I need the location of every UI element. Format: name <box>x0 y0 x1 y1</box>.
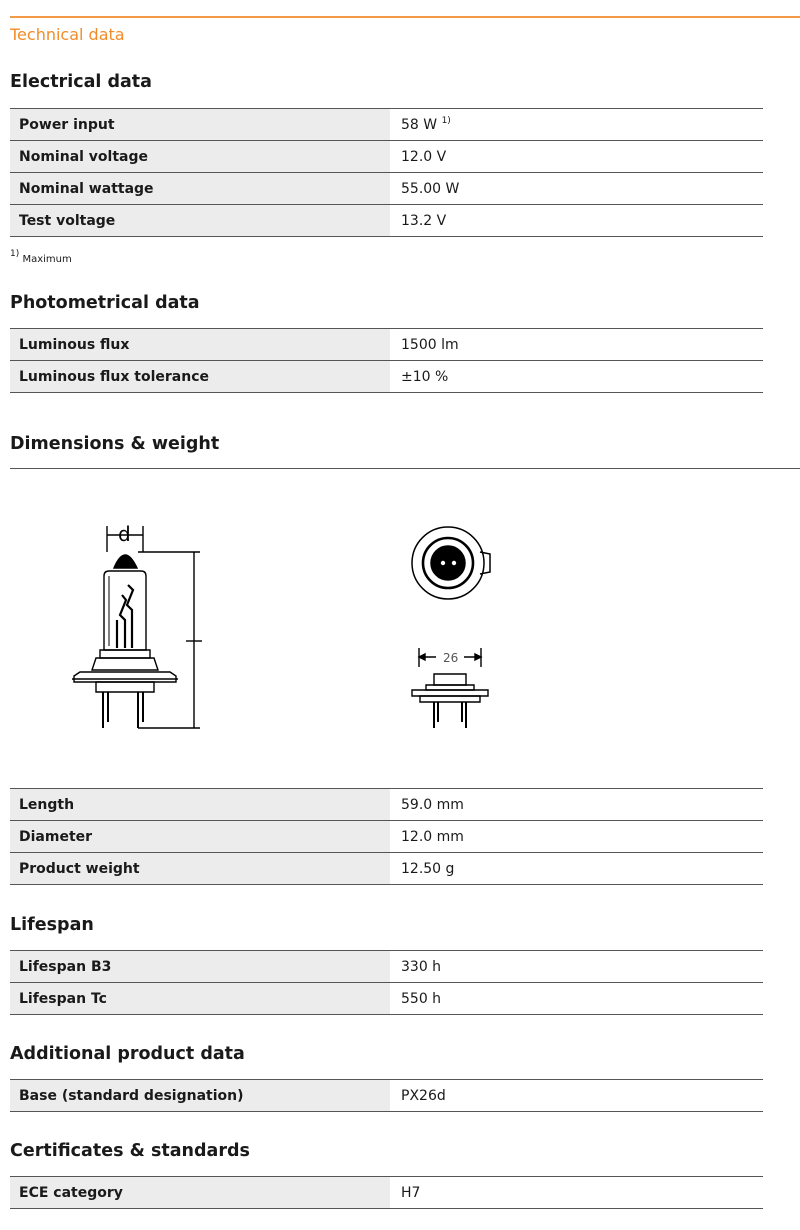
row-value: 13.2 V <box>390 205 763 237</box>
technical-data-label: Technical data <box>10 25 125 44</box>
lifespan-table <box>10 950 763 1015</box>
footnote-mark: 1) <box>10 249 20 259</box>
bulb-base-top-view <box>412 527 490 599</box>
table-row <box>10 789 763 821</box>
dimensions-weight-heading: Dimensions & weight <box>10 434 220 454</box>
row-key: Lifespan B3 <box>10 951 390 983</box>
electrical-data-heading: Electrical data <box>10 72 152 92</box>
row-value: 12.0 mm <box>390 821 763 853</box>
row-key: Length <box>10 789 390 821</box>
table-row <box>10 1080 763 1112</box>
certificates-standards-heading: Certificates & standards <box>10 1141 250 1161</box>
row-key: Nominal wattage <box>10 173 390 205</box>
width-dimension-label: 26 <box>443 651 459 665</box>
table-row <box>10 1177 763 1209</box>
row-value: PX26d <box>390 1080 763 1112</box>
row-key: Power input <box>10 109 390 141</box>
row-key: Luminous flux <box>10 329 390 361</box>
certificates-standards-table <box>10 1176 763 1209</box>
footnote <box>10 249 72 265</box>
row-value: 55.00 W <box>390 173 763 205</box>
section-divider <box>10 468 800 469</box>
table-row <box>10 983 763 1015</box>
row-value: H7 <box>390 1177 763 1209</box>
table-row <box>10 951 763 983</box>
row-value: 1500 lm <box>390 329 763 361</box>
table-row <box>10 173 763 205</box>
row-key: Nominal voltage <box>10 141 390 173</box>
photometrical-data-table <box>10 328 763 393</box>
photometrical-data-heading: Photometrical data <box>10 293 200 313</box>
row-value: 12.50 g <box>390 853 763 885</box>
table-row <box>10 109 763 141</box>
additional-product-data-heading: Additional product data <box>10 1044 245 1064</box>
row-key: Diameter <box>10 821 390 853</box>
table-row <box>10 853 763 885</box>
footnote-marker: 1) <box>441 116 451 126</box>
row-key: ECE category <box>10 1177 390 1209</box>
bulb-base-front-view <box>412 648 488 728</box>
row-key: Lifespan Tc <box>10 983 390 1015</box>
row-value: ±10 % <box>390 361 763 393</box>
row-value: 550 h <box>390 983 763 1015</box>
row-value: 12.0 V <box>390 141 763 173</box>
lifespan-heading: Lifespan <box>10 915 94 935</box>
footnote-text: Maximum <box>22 254 72 265</box>
power-input-value: 58 W <box>401 117 438 133</box>
additional-product-data-table <box>10 1079 763 1112</box>
row-key: Base (standard designation) <box>10 1080 390 1112</box>
row-value <box>390 109 763 141</box>
electrical-data-table <box>10 108 763 237</box>
row-value: 330 h <box>390 951 763 983</box>
table-row <box>10 141 763 173</box>
table-row <box>10 329 763 361</box>
table-row <box>10 205 763 237</box>
row-key: Test voltage <box>10 205 390 237</box>
bulb-side-view <box>72 522 202 728</box>
bulb-dimension-drawing <box>0 470 800 780</box>
header-accent-line <box>10 16 800 18</box>
dimensions-weight-table <box>10 788 763 885</box>
table-row <box>10 361 763 393</box>
row-value: 59.0 mm <box>390 789 763 821</box>
row-key: Product weight <box>10 853 390 885</box>
row-key: Luminous flux tolerance <box>10 361 390 393</box>
diameter-label: d <box>118 522 131 546</box>
table-row <box>10 821 763 853</box>
